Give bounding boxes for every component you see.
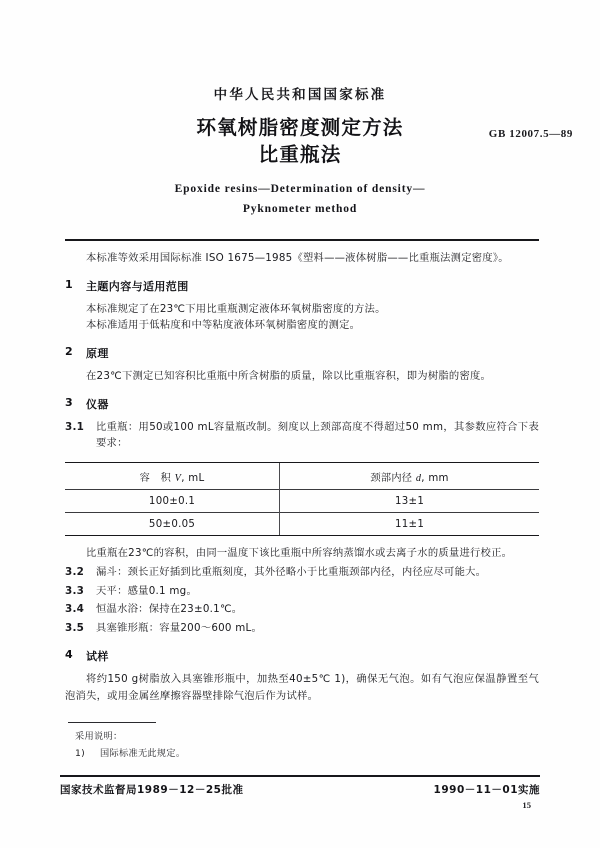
table-header-diameter-symbol: d	[415, 472, 422, 484]
clause-3-1	[65, 419, 539, 452]
clause-number-3-4: 3.4	[65, 603, 85, 616]
section-title-3: 仪器	[86, 397, 109, 411]
section-1-paragraph-1: 本标准规定了在23℃下用比重瓶测定液体环氧树脂密度的方法。	[86, 302, 386, 315]
section-1-paragraph-2: 本标准适用于低粘度和中等粘度液体环氧树脂密度的测定。	[86, 319, 361, 332]
pyknometer-parameter-table	[65, 462, 539, 536]
clause-text-3-4: 恒温水浴：保持在23±0.1℃。	[96, 603, 243, 616]
clause-3-4	[65, 601, 539, 618]
section-4-paragraph-1: 将约150 g树脂放入具塞锥形瓶中，加热至40±5℃ 1)，确保无气泡。如有气泡应保温静置至气泡消失，或用金属丝摩擦容器壁排除气泡后作为试样。	[65, 673, 539, 702]
page-number: 15	[522, 800, 531, 810]
header-divider-rule	[65, 239, 539, 241]
footnote-item-1	[75, 745, 495, 762]
footer-implementation-date: 1990－11－01实施	[433, 784, 540, 796]
footnote-text-1: 国际标准无此规定。	[100, 748, 186, 760]
iso-statement: 本标准等效采用国际标准 ISO 1675—1985《塑料——液体树脂——比重瓶法测定密度》。	[86, 252, 509, 264]
section-title-1: 主题内容与适用范围	[86, 279, 189, 293]
footer-approval-date: 国家技术监督局1989－12－25批准	[60, 784, 244, 796]
table-header-volume-post: , mL	[181, 472, 205, 484]
clause-text-3-1: 比重瓶：用50或100 mL容量瓶改制。刻度以上颈部高度不得超过50 mm，其参数应符合下表要求：	[96, 420, 539, 450]
clause-text-3-2: 漏斗：颈长正好插到比重瓶刻度，其外径略小于比重瓶颈部内径，内径应尽可能大。	[96, 565, 487, 578]
standard-number: GB 12007.5—89	[488, 128, 573, 140]
title-line-1: 环氧树脂密度测定方法	[196, 116, 404, 139]
section-heading-4	[65, 648, 539, 664]
table-header-diameter-pre: 颈部内径	[370, 472, 416, 484]
footnote-block	[75, 728, 495, 762]
section-heading-1	[65, 278, 539, 294]
document-title-block	[0, 115, 600, 169]
table-header-diameter-post: , mm	[421, 472, 449, 484]
clause-3-5	[65, 620, 539, 637]
section-heading-3	[65, 396, 539, 412]
clause-text-3-5: 具塞锥形瓶：容量200～600 mL。	[96, 622, 263, 635]
table-row	[65, 490, 539, 513]
table-header-volume-symbol: V	[174, 472, 182, 484]
table-header-volume	[65, 463, 280, 490]
footnote-divider-rule	[68, 722, 156, 723]
table-cell-diameter-1: 13±1	[280, 490, 539, 513]
title-line-2: 比重瓶法	[258, 142, 342, 166]
table-row	[65, 513, 539, 536]
clause-3-3	[65, 583, 539, 600]
section-number-1: 1	[65, 277, 74, 291]
section-number-3: 3	[65, 395, 74, 409]
english-title-line-1: Epoxide resins—Determination of density—	[174, 183, 426, 195]
section-title-2: 原理	[86, 347, 109, 361]
table-header-volume-pre: 容 积	[139, 472, 175, 484]
footnote-marker-1: 1)	[75, 748, 86, 760]
section-title-4: 试样	[86, 650, 109, 664]
clause-number-3-3: 3.3	[65, 584, 85, 597]
section-number-2: 2	[65, 345, 74, 359]
section-3-post-table-paragraph: 比重瓶在23℃的容积，由同一温度下该比重瓶中所容纳蒸馏水或去离子水的质量进行校正。	[86, 547, 513, 560]
table-header-row	[65, 463, 539, 490]
clause-number-3-1: 3.1	[65, 420, 85, 433]
section-heading-2	[65, 345, 539, 361]
clause-number-3-2: 3.2	[65, 565, 85, 578]
english-title-line-2: Pyknometer method	[242, 202, 358, 215]
clause-text-3-3: 天平：感量0.1 mg。	[96, 584, 197, 597]
english-title-block	[0, 180, 600, 220]
footnote-label: 采用说明：	[75, 731, 123, 742]
clause-number-3-5: 3.5	[65, 622, 85, 635]
table-cell-volume-2: 50±0.05	[65, 513, 280, 536]
national-standard-header: 中华人民共和国国家标准	[213, 87, 387, 103]
table-cell-diameter-2: 11±1	[280, 513, 539, 536]
document-body	[65, 250, 539, 704]
document-footer	[60, 782, 540, 797]
table-cell-volume-1: 100±0.1	[65, 490, 280, 513]
table-header-diameter	[280, 463, 539, 490]
clause-3-2	[65, 564, 539, 581]
footer-divider-rule	[60, 775, 540, 777]
section-number-4: 4	[65, 648, 74, 662]
section-2-paragraph-1: 在23℃下测定已知容积比重瓶中所含树脂的质量，除以比重瓶容积，即为树脂的密度。	[86, 370, 492, 383]
